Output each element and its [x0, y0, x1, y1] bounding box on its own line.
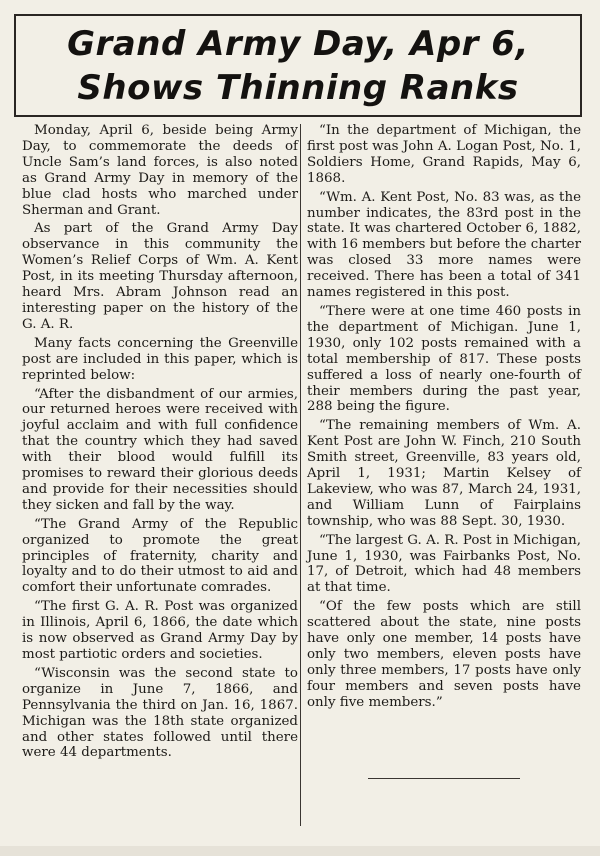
column-divider	[300, 124, 301, 826]
headline-line-1: Grand Army Day, Apr 6,	[67, 24, 529, 64]
paragraph: “Of the few posts which are still scattered about the state, nine posts have only one member, 14 posts have only two members, eleven posts have only three members, 17 posts have only four members and seven posts have only five members.”	[307, 599, 581, 710]
paragraph: “The largest G. A. R. Post in Michigan, June 1, 1930, was Fairbanks Post, No. 17, of Detroit, which had 48 members at that time.	[307, 532, 581, 596]
article-right-column	[307, 123, 581, 714]
paragraph: “In the department of Michigan, the first post was John A. Logan Post, No. 1, Soldiers Home, Grand Rapids, May 6, 1868.	[307, 123, 581, 186]
paragraph: “The Grand Army of the Republic organized to promote the great principles of fraternity, charity and loyalty and to do their utmost to aid and comfort their unfortunate comrades.	[22, 516, 298, 596]
clipping-bottom-edge	[0, 846, 600, 856]
paragraph: “The first G. A. R. Post was organized in Illinois, April 6, 1866, the date which is now observed as Grand Army Day by most partiotic orders and societies.	[22, 599, 298, 662]
article-left-column	[22, 123, 298, 764]
paragraph: Monday, April 6, beside being Army Day, to commemorate the deeds of Uncle Sam’s land forces, is also noted as Grand Army Day in memory of the blue clad hosts who marched under Sherman and Grant.	[22, 123, 298, 218]
end-rule	[368, 778, 520, 779]
headline-line-2: Shows Thinning Ranks	[77, 68, 519, 108]
paragraph: Many facts concerning the Greenville post are included in this paper, which is reprinted below:	[22, 335, 298, 383]
paragraph: “Wm. A. Kent Post, No. 83 was, as the number indicates, the 83rd post in the state. It was chartered October 6, 1882, with 16 members but before the charter was closed 33 more names were received. There has been a total of 341 names registered in this post.	[307, 189, 581, 301]
paragraph: “The remaining members of Wm. A. Kent Post are John W. Finch, 210 South Smith street, Greenville, 83 years old, April 1, 1931; Martin Kelsey of Lakeview, who was 87, March 24, 1931, and William Lunn of Fairplains township, who was 88 Sept. 30, 1930.	[307, 418, 581, 529]
paragraph: As part of the Grand Army Day observance in this community the Women’s Relief Corps of Wm. A. Kent Post, in its meeting Thursday afternoon, heard Mrs. Abram Johnson read an interesting paper on the history of the G. A. R.	[22, 221, 298, 332]
paragraph: “Wisconsin was the second state to organize in June 7, 1866, and Pennsylvania the third on Jan. 16, 1867. Michigan was the 18th state organized and other states followed until there were 44 departments.	[22, 665, 298, 761]
paragraph: “There were at one time 460 posts in the department of Michigan. June 1, 1930, only 102 posts remained with a total membership of 817. These posts suffered a loss of nearly one-fourth of their members during the past year, 288 being the figure.	[307, 303, 581, 415]
headline-box	[14, 14, 582, 117]
paragraph: “After the disbandment of our armies, our returned heroes were received with joyful acclaim and with full confidence that the country which they had saved with their blood would fulfill its promises to reward their glorious deeds and provide for their necessities should they sicken and fall by the way.	[22, 386, 298, 513]
